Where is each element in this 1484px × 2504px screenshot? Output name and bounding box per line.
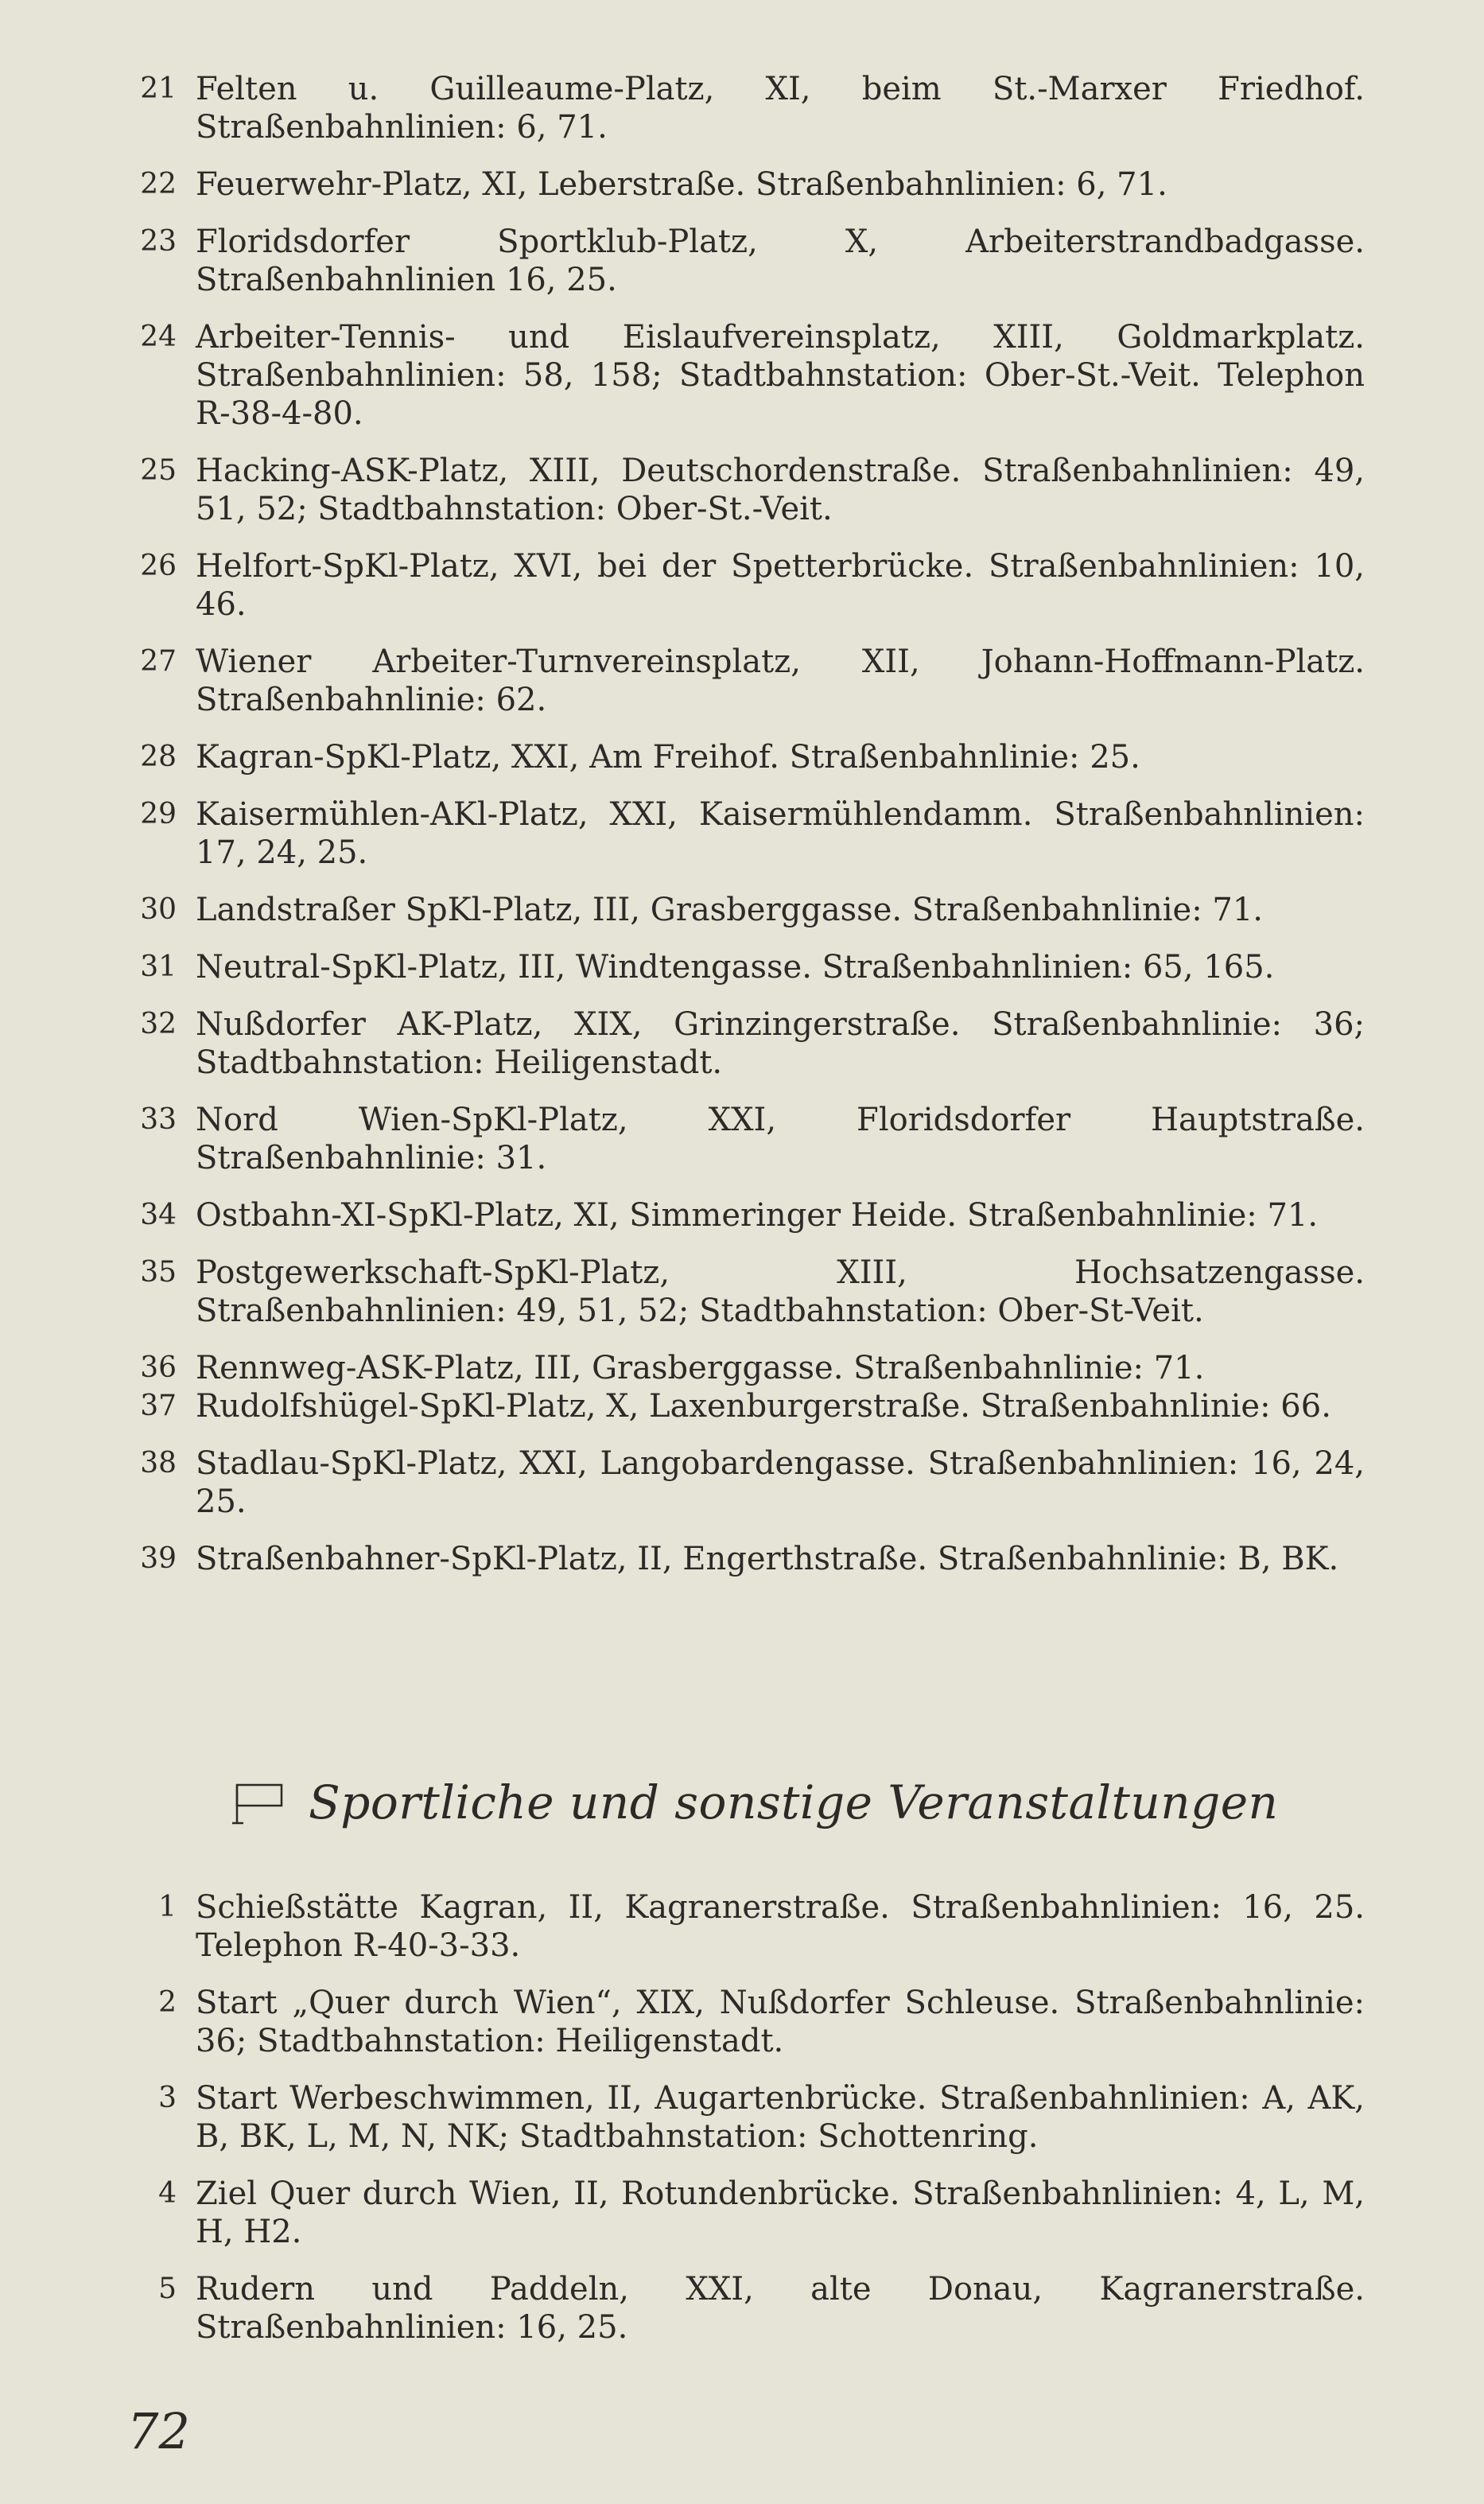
list-item (119, 1349, 1365, 1387)
flag-icon (231, 1779, 286, 1826)
entry-text: Ziel Quer durch Wien, II, Rotundenbrücke. Straßenbahnlinien: 4, L, M, H, H2. (196, 2175, 1365, 2250)
entry-number: 23 (140, 225, 177, 258)
list-item (119, 70, 1365, 146)
entry-text: Postgewerkschaft-SpKl-Platz, XIII, Hochsatzengasse. Straßenbahnlinien: 49, 51, 52; Stadtbahnstation: Ober-St-Veit. (196, 1254, 1365, 1329)
entry-number: 2 (158, 1986, 177, 2019)
entry-text: Schießstätte Kagran, II, Kagranerstraße. Straßenbahnlinien: 16, 25. Telephon R-40-3-33. (196, 1889, 1365, 1964)
entry-text: Start Werbeschwimmen, II, Augartenbrücke. Straßenbahnlinien: A, AK, B, BK, L, M, N, NK; Stadtbahnstation: Schottenring. (196, 2080, 1365, 2155)
entry-text: Kagran-SpKl-Platz, XXI, Am Freihof. Straßenbahnlinie: 25. (196, 739, 1140, 776)
entry-number: 28 (140, 741, 177, 773)
list-item (119, 948, 1365, 986)
list-item (119, 2175, 1365, 2251)
entry-text: Rennweg-ASK-Platz, III, Grasberggasse. Straßenbahnlinie: 71. (196, 1350, 1205, 1386)
entry-text: Feuerwehr-Platz, XI, Leberstraße. Straßenbahnlinien: 6, 71. (196, 166, 1167, 203)
entry-number: 3 (158, 2082, 177, 2114)
entry-text: Felten u. Guilleaume-Platz, XI, beim St.-Marxer Friedhof. Straßenbahnlinien: 6, 71. (196, 71, 1365, 146)
entry-number: 21 (140, 72, 177, 105)
entry-text: Neutral-SpKl-Platz, III, Windtengasse. Straßenbahnlinien: 65, 165. (196, 949, 1275, 986)
entry-text: Wiener Arbeiter-Turnvereinsplatz, XII, Johann-Hoffmann-Platz. Straßenbahnlinie: 62. (196, 643, 1365, 718)
list-item (119, 223, 1365, 299)
list-item (119, 643, 1365, 719)
page-number: 72 (127, 2402, 190, 2460)
entry-text: Arbeiter-Tennis- und Eislaufvereinsplatz, XIII, Goldmarkplatz. Straßenbahnlinien: 58, 158; Stadtbahnstation: Ober-St.-Veit. Telephon R-38-4-80. (196, 319, 1365, 432)
entry-number: 39 (140, 1542, 177, 1575)
list-item (119, 795, 1365, 872)
entry-number: 37 (140, 1390, 177, 1422)
list-item (119, 738, 1365, 776)
section-heading (231, 1775, 1278, 1829)
entry-text: Stadlau-SpKl-Platz, XXI, Langobardengasse. Straßenbahnlinien: 16, 24, 25. (196, 1445, 1365, 1520)
entry-number: 22 (140, 168, 177, 200)
entry-text: Kaisermühlen-AKl-Platz, XXI, Kaisermühlendamm. Straßenbahnlinien: 17, 24, 25. (196, 796, 1365, 871)
entry-text: Hacking-ASK-Platz, XIII, Deutschordenstraße. Straßenbahnlinien: 49, 51, 52; Stadtbahnstation: Ober-St.-Veit. (196, 453, 1365, 527)
list-item (119, 1196, 1365, 1235)
list-item (119, 1005, 1365, 1082)
list-item (119, 547, 1365, 624)
list-item (119, 1254, 1365, 1330)
list-item (119, 1387, 1365, 1425)
list-item (119, 891, 1365, 929)
list-item (119, 1101, 1365, 1177)
list-item (119, 452, 1365, 528)
entry-number: 24 (140, 321, 177, 353)
sports-grounds-list (119, 70, 1365, 1597)
entry-number: 26 (140, 550, 177, 582)
entry-number: 34 (140, 1199, 177, 1231)
list-item (119, 318, 1365, 433)
entry-text: Floridsdorfer Sportklub-Platz, X, Arbeiterstrandbadgasse. Straßenbahnlinien 16, 25. (196, 224, 1365, 298)
entry-text: Nord Wien-SpKl-Platz, XXI, Floridsdorfer Hauptstraße. Straßenbahnlinie: 31. (196, 1102, 1365, 1176)
list-item (119, 1444, 1365, 1521)
entry-text: Rudern und Paddeln, XXI, alte Donau, Kagranerstraße. Straßenbahnlinien: 16, 25. (196, 2271, 1365, 2346)
list-item (119, 165, 1365, 204)
entry-number: 4 (158, 2177, 177, 2210)
list-item (119, 2079, 1365, 2156)
entry-number: 5 (158, 2273, 177, 2305)
entry-text: Straßenbahner-SpKl-Platz, II, Engerthstraße. Straßenbahnlinie: B, BK. (196, 1541, 1339, 1577)
entry-number: 35 (140, 1256, 177, 1289)
list-item (119, 1540, 1365, 1578)
entry-text: Helfort-SpKl-Platz, XVI, bei der Spetterbrücke. Straßenbahnlinien: 10, 46. (196, 548, 1365, 623)
entry-number: 1 (158, 1891, 177, 1923)
entry-number: 31 (140, 951, 177, 983)
entry-number: 32 (140, 1008, 177, 1040)
entry-number: 30 (140, 893, 177, 926)
entry-number: 29 (140, 798, 177, 830)
list-item (119, 2270, 1365, 2347)
entry-number: 25 (140, 454, 177, 487)
entry-text: Ostbahn-XI-SpKl-Platz, XI, Simmeringer Heide. Straßenbahnlinie: 71. (196, 1197, 1319, 1234)
entry-number: 38 (140, 1447, 177, 1479)
section-title: Sportliche und sonstige Veranstaltungen (309, 1775, 1279, 1829)
entry-text: Landstraßer SpKl-Platz, III, Grasberggasse. Straßenbahnlinie: 71. (196, 892, 1263, 928)
entry-number: 33 (140, 1103, 177, 1136)
events-list (119, 1888, 1365, 2366)
entry-text: Nußdorfer AK-Platz, XIX, Grinzingerstraße. Straßenbahnlinie: 36; Stadtbahnstation: Heiligenstadt. (196, 1006, 1365, 1081)
list-item (119, 1888, 1365, 1965)
entry-number: 27 (140, 645, 177, 678)
entry-text: Start „Quer durch Wien“, XIX, Nußdorfer Schleuse. Straßenbahnlinie: 36; Stadtbahnstation: Heiligenstadt. (196, 1985, 1365, 2059)
list-item (119, 1984, 1365, 2060)
entry-number: 36 (140, 1351, 177, 1384)
entry-text: Rudolfshügel-SpKl-Platz, X, Laxenburgerstraße. Straßenbahnlinie: 66. (196, 1388, 1331, 1425)
